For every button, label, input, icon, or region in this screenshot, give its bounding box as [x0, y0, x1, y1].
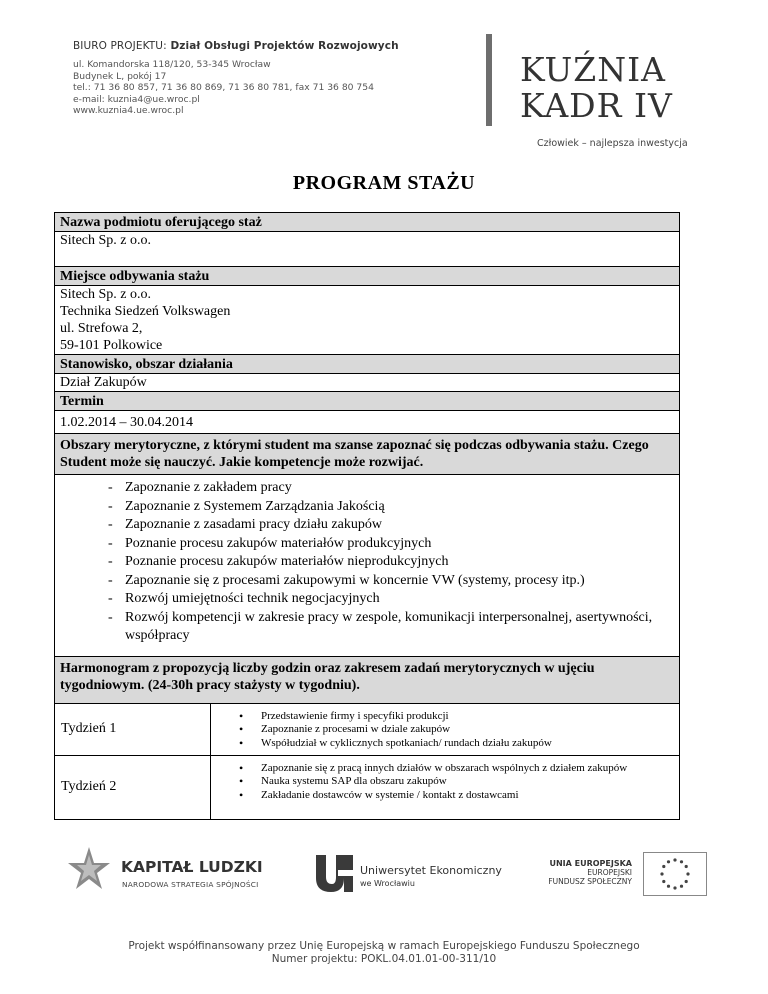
week-task-list — [211, 756, 679, 819]
kapital-ludzki-star-icon — [66, 845, 112, 897]
section-value-obszary — [55, 474, 679, 656]
internship-program-table — [54, 212, 680, 820]
section-header-stanowisko: Stanowisko, obszar działania — [55, 354, 679, 373]
list-item: • Współudział w cyklicznych spotkaniach/ rundach działu zakupów — [261, 737, 671, 751]
eu-line2: EUROPEJSKI — [587, 868, 632, 877]
week-label: Tydzień 2 — [55, 756, 211, 819]
logo-line2: KADR IV — [520, 86, 673, 125]
address-line: ul. Komandorska 118/120, 53-345 Wrocław — [73, 59, 271, 70]
page-title: PROGRAM STAŻU — [292, 172, 476, 194]
section-header-miejsce: Miejsce odbywania stażu — [55, 266, 679, 285]
list-item: - Rozwój kompetencji w zakresie pracy w zespole, komunikacji interpersonalnej, asertywności, współpracy — [125, 609, 679, 646]
logo-line1: KUŹNIA — [520, 50, 666, 89]
miejsce-line: Sitech Sp. z o.o. — [60, 287, 151, 302]
week-task-list — [211, 704, 679, 755]
section-header-obszary: Obszary merytoryczne, z którymi student ma szanse zapoznać się podczas odbywania stażu. Czego Student może się nauczyć. Jakie kompetencje może rozwijać. — [55, 433, 679, 474]
eu-fund-label — [532, 859, 632, 886]
office-name: Dział Obsługi Projektów Rozwojowych — [170, 40, 399, 52]
motto: Człowiek – najlepsza inwestycja — [537, 138, 688, 149]
project-footer-note — [0, 940, 768, 966]
office-heading — [73, 40, 399, 52]
cofinancing-note: Projekt współfinansowany przez Unię Europejską w ramach Europejskiego Funduszu Społecznego — [128, 940, 640, 952]
week-label: Tydzień 1 — [55, 704, 211, 755]
list-item: - Rozwój umiejętności technik negocjacyjnych — [125, 590, 679, 609]
table-row — [55, 755, 679, 819]
section-value-miejsce — [55, 285, 679, 354]
contact-phone: tel.: 71 36 80 857, 71 36 80 869, 71 36 80 781, fax 71 36 80 754 — [73, 82, 374, 93]
eu-line3: FUNDUSZ SPOŁECZNY — [548, 877, 632, 886]
list-item: • Zapoznanie się z pracą innych działów w obszarach wspólnych z działem zakupów — [261, 762, 671, 776]
section-value-stanowisko: Dział Zakupów — [55, 373, 679, 391]
university-name: Uniwersytet Ekonomiczny — [360, 864, 502, 877]
kapital-ludzki-title: KAPITAŁ LUDZKI — [121, 858, 263, 876]
kuznia-kadr-logo — [520, 52, 673, 124]
project-number: Numer projektu: POKL.04.01.01-00-311/10 — [271, 953, 497, 965]
list-item: - Zapoznanie się z procesami zakupowymi w koncernie VW (systemy, procesy itp.) — [125, 572, 679, 591]
miejsce-line: 59-101 Polkowice — [60, 338, 163, 353]
miejsce-line: Technika Siedzeń Volkswagen — [60, 304, 231, 319]
section-value-termin: 1.02.2014 – 30.04.2014 — [55, 410, 679, 433]
university-city: we Wrocławiu — [360, 879, 415, 888]
list-item: • Nauka systemu SAP dla obszaru zakupów — [261, 775, 671, 789]
list-item: - Zapoznanie z Systemem Zarządzania Jakością — [125, 498, 679, 517]
contact-website[interactable]: www.kuznia4.ue.wroc.pl — [73, 105, 184, 116]
eu-line1: UNIA EUROPEJSKA — [549, 859, 632, 868]
list-item: - Zapoznanie z zakładem pracy — [125, 479, 679, 498]
table-row — [55, 703, 679, 755]
list-item: • Przedstawienie firmy i specyfiki produkcji — [261, 710, 671, 724]
list-item: • Zapoznanie z procesami w dziale zakupów — [261, 723, 671, 737]
ue-wroclaw-logo-icon — [314, 853, 354, 893]
eu-flag-icon — [643, 852, 707, 896]
office-label: BIURO PROJEKTU: — [73, 40, 167, 52]
section-value-podmiot — [55, 231, 679, 266]
miejsce-line: ul. Strefowa 2, — [60, 321, 143, 336]
section-header-podmiot: Nazwa podmiotu oferującego staż — [55, 213, 679, 231]
list-item: - Zapoznanie z zasadami pracy działu zakupów — [125, 516, 679, 535]
list-item: • Zakładanie dostawców w systemie / kontakt z dostawcami — [261, 789, 671, 803]
section-header-harmonogram: Harmonogram z propozycją liczby godzin oraz zakresem zadań merytorycznych w ujęciu tygodniowym. (24-30h pracy stażysty w tygodniu). — [55, 656, 679, 703]
section-header-termin: Termin — [55, 391, 679, 410]
address-line: Budynek L, pokój 17 — [73, 70, 167, 82]
contact-email[interactable]: e-mail: kuznia4@ue.wroc.pl — [73, 93, 200, 105]
obszary-list — [55, 475, 679, 656]
header-divider — [486, 34, 492, 126]
podmiot-value: Sitech Sp. z o.o. — [60, 233, 151, 248]
kapital-ludzki-subtitle: NARODOWA STRATEGIA SPÓJNOŚCI — [122, 880, 259, 889]
project-office-info — [73, 40, 399, 117]
list-item: - Poznanie procesu zakupów materiałów produkcyjnych — [125, 535, 679, 554]
list-item: - Poznanie procesu zakupów materiałów nieprodukcyjnych — [125, 553, 679, 572]
